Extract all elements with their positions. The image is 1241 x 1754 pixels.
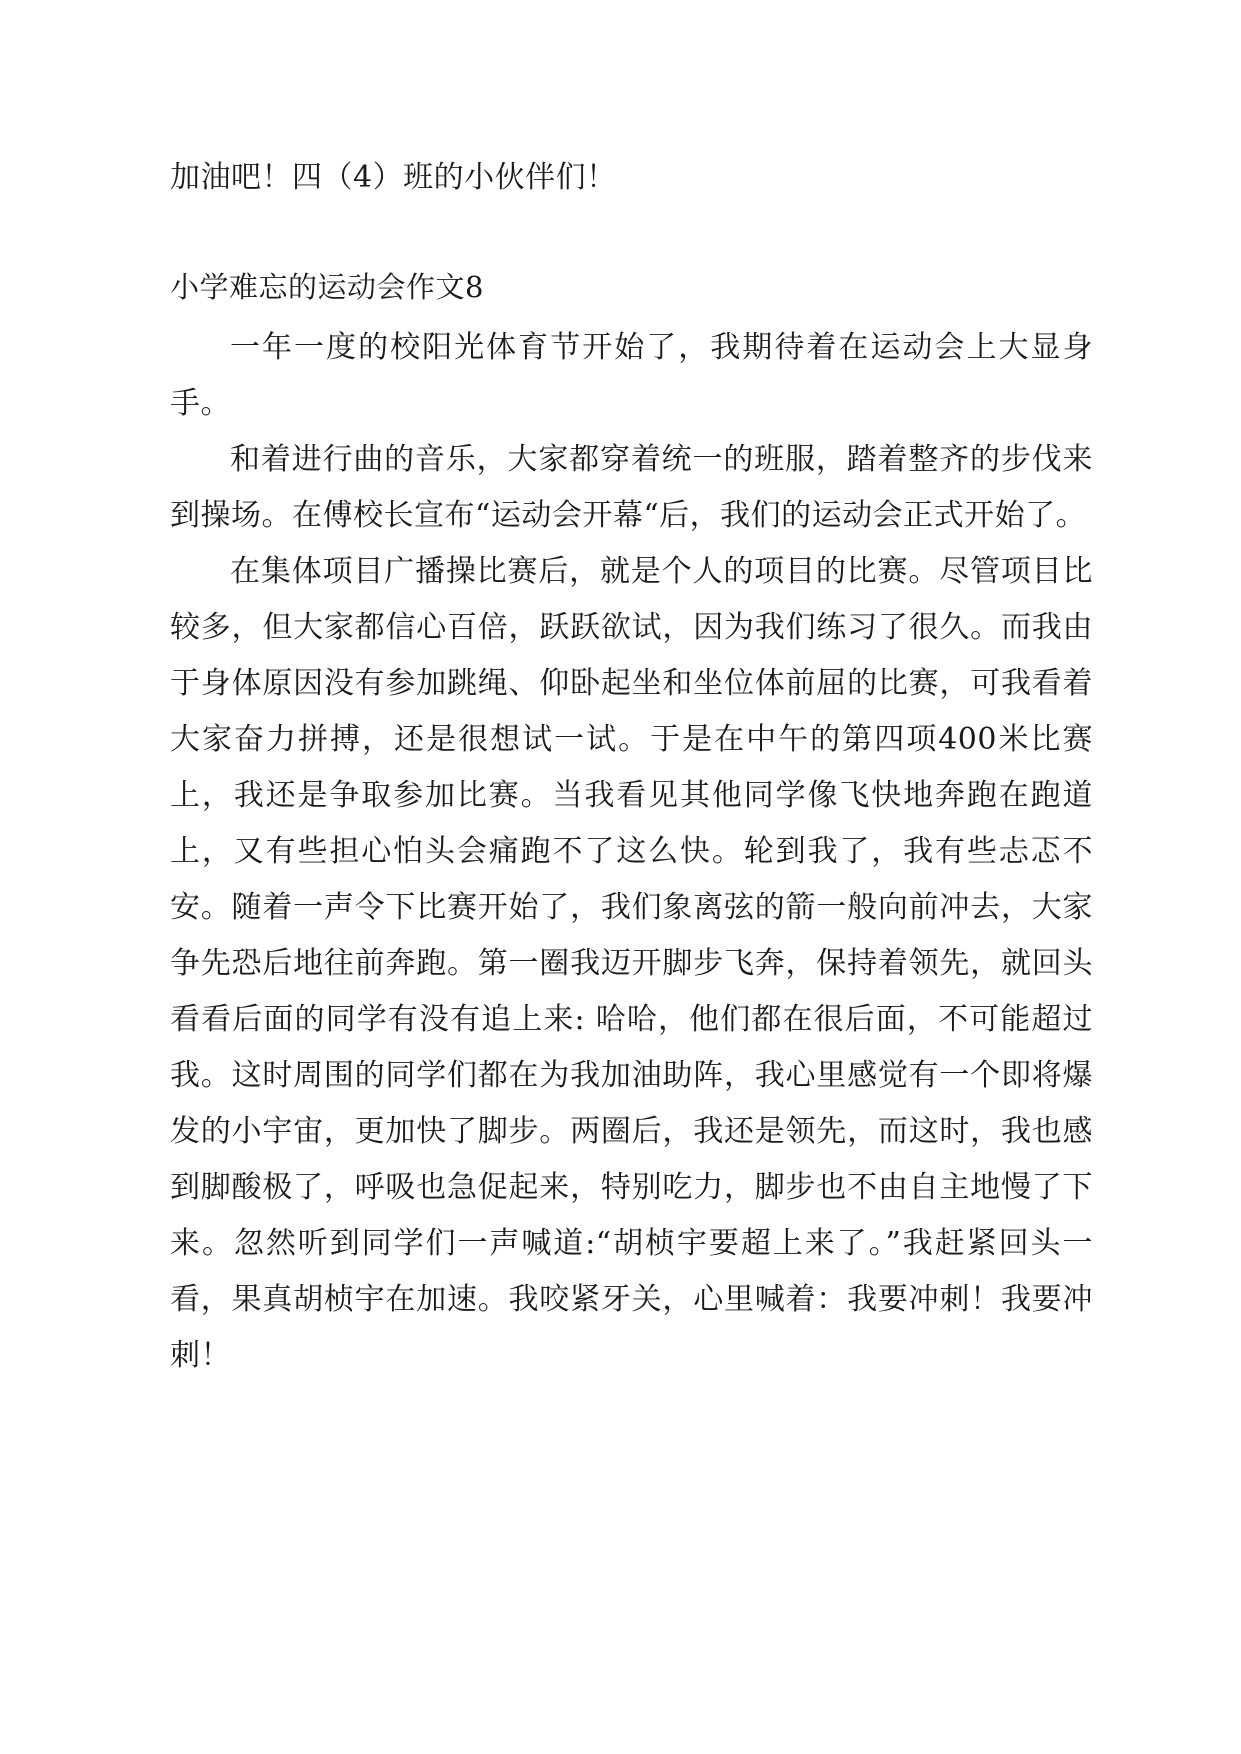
paragraph-2: 和着进行曲的音乐，大家都穿着统一的班服，踏着整齐的步伐来到操场。在傅校长宣布“运动会开幕“后，我们的运动会正式开始了。 (170, 442, 1093, 533)
document-body (170, 150, 1093, 1384)
opening-line: 加油吧！四（4）班的小伙伴们！ (170, 160, 617, 195)
paragraph-1: 一年一度的校阳光体育节开始了，我期待着在运动会上大显身手。 (170, 330, 1093, 421)
paragraph-3: 在集体项目广播操比赛后，就是个人的项目的比赛。尽管项目比较多，但大家都信心百倍，跃跃欲试，因为我们练习了很久。而我由于身体原因没有参加跳绳、仰卧起坐和坐位体前屈的比赛，可我看着大家奋力拼搏，还是很想试一试。于是在中午的第四项400米比赛上，我还是争取参加比赛。当我看见其他同学像飞快地奔跑在跑道上，又有些担心怕头会痛跑不了这么快。轮到我了，我有些忐忑不安。随着一声令下比赛开始了，我们象离弦的箭一般向前冲去，大家争先恐后地往前奔跑。第一圈我迈开脚步飞奔，保持着领先，就回头看看后面的同学有没有追上来: 哈哈，他们都在很后面，不可能超过我。这时周围的同学们都在为我加油助阵，我心里感觉有一个即将爆发的小宇宙，更加快了脚步。两圈后，我还是领先，而这时，我也感到脚酸极了，呼吸也急促起来，特别吃力，脚步也不由自主地慢了下来。忽然听到同学们一声喊道:“胡桢宇要超上来了。”我赶紧回头一看，果真胡桢宇在加速。我咬紧牙关，心里喊着：我要冲刺！我要冲刺！ (170, 554, 1093, 1373)
section-heading: 小学难忘的运动会作文8 (170, 270, 484, 304)
